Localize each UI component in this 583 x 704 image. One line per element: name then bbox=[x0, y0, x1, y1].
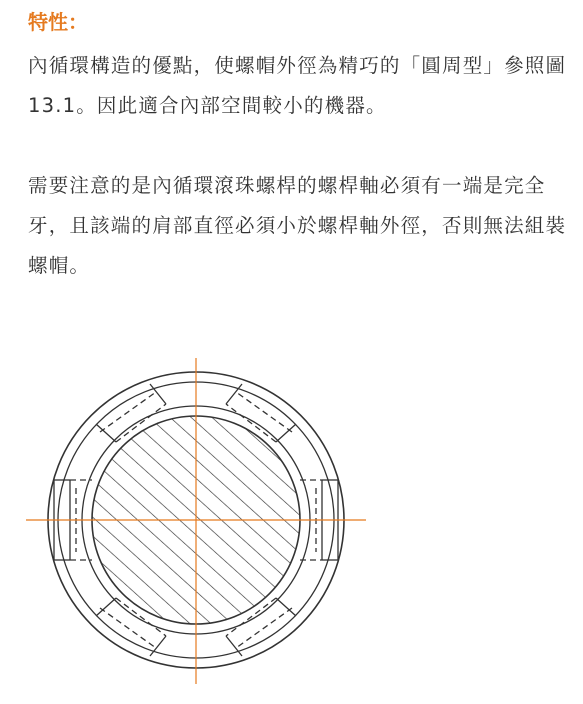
section-heading: 特性： bbox=[28, 10, 88, 34]
paragraph-advantages: 內循環構造的優點，使螺帽外徑為精巧的「圓周型」參照圖13.1。因此適合內部空間較小的機器。 bbox=[28, 54, 567, 117]
cross-section-drawing bbox=[0, 340, 583, 700]
nut-cross-section-figure bbox=[0, 340, 583, 700]
paragraph-caution: 需要注意的是內循環滾珠螺桿的螺桿軸必須有一端是完全牙，且該端的肩部直徑必須小於螺桿軸外徑，否則無法組裝螺帽。 bbox=[28, 174, 567, 277]
